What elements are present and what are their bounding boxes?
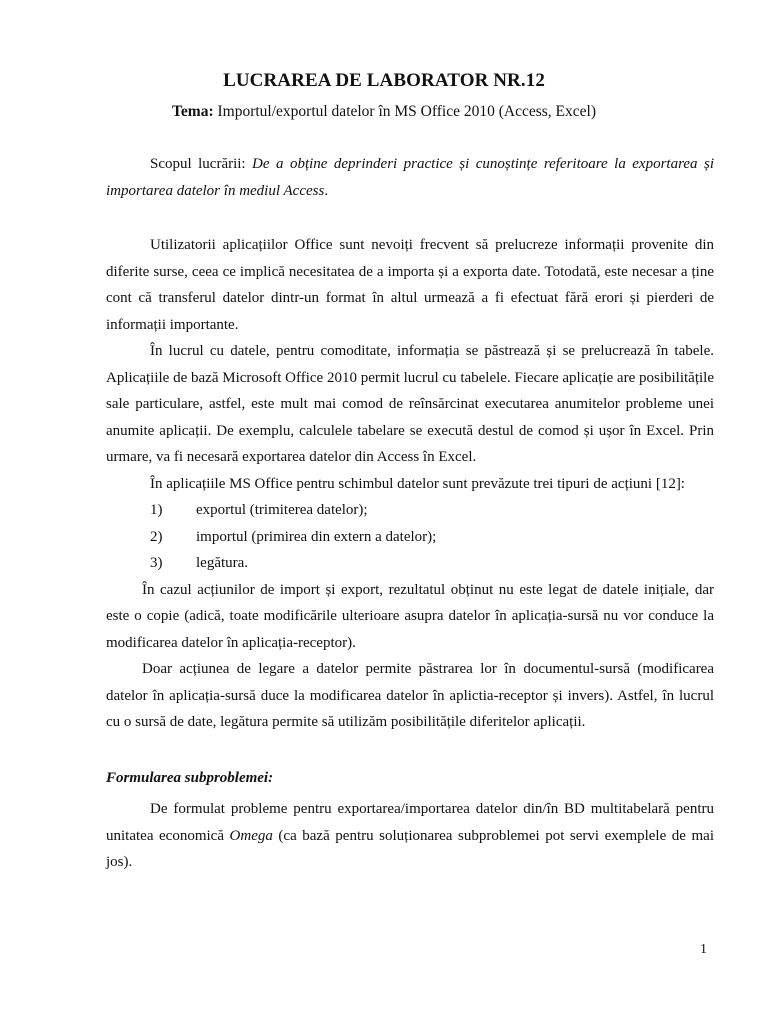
paragraph-1: Utilizatorii aplicațiilor Office sunt nevoiți frecvent să prelucreze informații provenite din diferite surse, ceea ce implică necesitatea de a importa și a exporta date. Totodată, este necesar a ține cont că transferul datelor dintr-un format în altul urmează a fi efectuat fără erori și pierderi de informații importante.: [106, 237, 714, 333]
paragraph-3: În aplicațiile MS Office pentru schimbul datelor sunt prevăzute trei tipuri de acțiuni [12]:: [150, 475, 685, 492]
paragraph-5: Doar acțiunea de legare a datelor permite păstrarea lor în documentul-sursă (modificarea datelor în aplicația-sursă duce la modificarea datelor în aplictia-receptor și invers). Astfel, în lucrul cu o sursă de date, legătura permite să utilizăm posibilitățile diferitelor aplicații.: [106, 661, 714, 730]
list-item-text: exportul (trimiterea datelor);: [196, 502, 368, 518]
list-item: [106, 550, 714, 577]
tema-label: Tema:: [171, 103, 214, 120]
main-text: [106, 232, 714, 736]
section-heading: Formularea subproblemei:: [106, 770, 274, 786]
list-item: [106, 524, 714, 551]
scope-text: De a obține deprinderi practice și cunoștințe referitoare la exportarea și importarea datelor în mediul Access: [106, 156, 714, 199]
scope-paragraph: [106, 151, 714, 204]
company-name: Omega: [229, 827, 273, 844]
list-item-text: legătura.: [196, 555, 249, 571]
paragraph-4: În cazul acțiunilor de import și export, rezultatul obținut nu este legat de datele inițiale, dar este o copie (adică, toate modificările ulterioare asupra datelor în aplicația-sursă nu vor conduce la modificarea datelor în aplicația-receptor).: [106, 581, 714, 651]
tema-text: Importul/exportul datelor în MS Office 2010 (Access, Excel): [213, 103, 596, 120]
paragraph-2: În lucrul cu datele, pentru comoditate, informația se păstrează și se prelucrează în tabele. Aplicațiile de bază Microsoft Office 2010 permit lucrul cu tabelele. Fiecare aplicație are posibilitățile sale particulare, astfel, este mult mai comod de reînsărcinat executarea anumitelor probleme unei anumite aplicații. De exemplu, calculele tabelare se execută destul de comod și ușor în Excel. Prin urmare, va fi necesară exportarea datelor din Access în Excel.: [106, 343, 714, 465]
paragraph-6-end: (ca bază pentru soluționarea subproblemei pot servi exemplele de mai jos).: [106, 827, 715, 870]
paragraph-6-start: De formulat probleme pentru exportarea/importarea datelor din/în BD multitabelară pentru unitatea economică: [106, 801, 714, 844]
list-item: [106, 497, 714, 524]
scope-label: Scopul lucrării:: [150, 156, 253, 172]
list-item-text: importul (primirea din extern a datelor);: [196, 528, 437, 545]
page-number: 1: [700, 942, 707, 957]
list-item-number: 1): [150, 502, 163, 518]
document-subtitle: [0, 103, 768, 121]
list-item-number: 3): [150, 555, 163, 571]
scope-end: .: [324, 182, 329, 199]
subproblem-paragraph: [106, 796, 714, 876]
document-title: LUCRAREA DE LABORATOR NR.12: [223, 70, 545, 91]
list-item-number: 2): [150, 528, 163, 545]
